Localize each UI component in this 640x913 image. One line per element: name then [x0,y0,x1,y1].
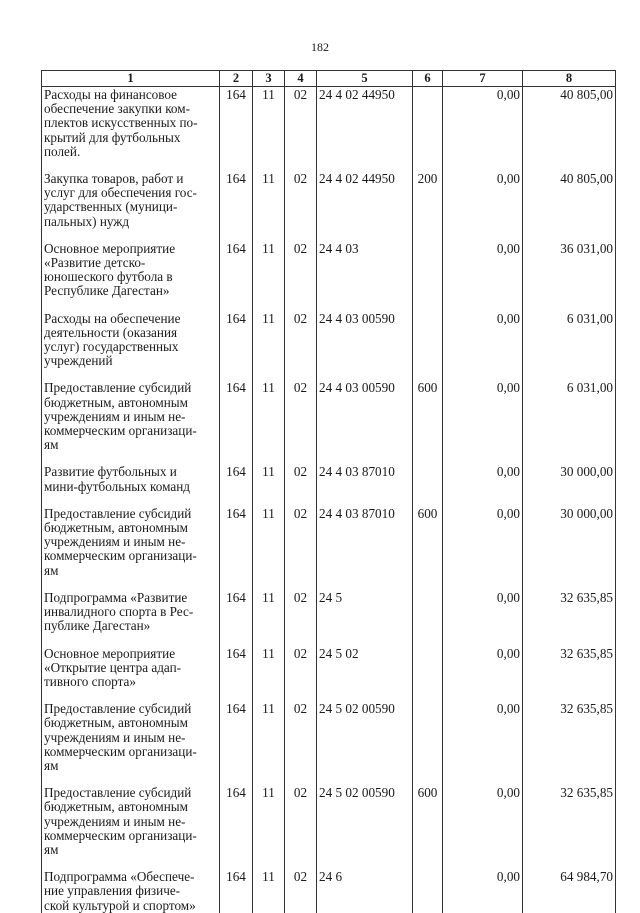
table-row [42,785,616,857]
spacer-cell [523,494,616,506]
row-spacer [42,299,616,311]
spacer-cell [317,229,413,241]
cell-item-name [42,311,220,369]
item-name-line: услуг для обеспечения гос- [44,185,197,201]
spacer-cell [253,773,285,785]
cell-amount-col7: 0,00 [443,311,523,369]
spacer-cell [220,452,253,464]
cell-amount-col8: 40 805,00 [523,87,616,160]
spacer-cell [317,494,413,506]
spacer-cell [285,494,317,506]
spacer-cell [443,634,523,646]
item-name-line: публике Дагестан» [44,618,151,634]
spacer-cell [285,773,317,785]
spacer-cell [443,773,523,785]
spacer-cell [253,299,285,311]
item-name-line: «Открытие центра адап- [44,659,182,675]
cell-amount-col8: 32 635,85 [523,590,616,634]
row-spacer [42,634,616,646]
cell-item-name [42,646,220,690]
cell-amount-col8: 30 000,00 [523,464,616,493]
cell-expense-type [413,590,443,634]
cell-amount-col7: 0,00 [443,464,523,493]
spacer-cell [220,578,253,590]
spacer-cell [443,229,523,241]
row-spacer [42,773,616,785]
table-body [42,87,616,913]
spacer-cell [523,634,616,646]
table-row [42,464,616,493]
cell-subsection: 02 [285,311,317,369]
spacer-cell [253,857,285,869]
item-name-line: ям [44,841,59,857]
spacer-cell [523,689,616,701]
cell-amount-col8: 32 635,85 [523,785,616,857]
cell-expense-type [413,87,443,160]
cell-amount-col7: 0,00 [443,171,523,229]
cell-section: 11 [253,646,285,690]
item-name-line: Расходы на обеспечение [44,310,181,326]
column-header: 8 [523,71,616,87]
cell-subsection: 02 [285,464,317,493]
spacer-cell [42,159,220,171]
item-name-line: ской культурой и спортом» [44,897,196,913]
spacer-cell [285,229,317,241]
spacer-cell [42,634,220,646]
cell-item-name [42,241,220,299]
spacer-cell [42,857,220,869]
item-name-line: бюджетным, автономным [44,799,188,815]
spacer-cell [220,299,253,311]
cell-subsection: 02 [285,869,317,913]
table-row [42,701,616,773]
spacer-cell [443,494,523,506]
item-name-line: Предоставление субсидий [44,785,192,801]
item-name-line: Предоставление субсидий [44,505,192,521]
cell-subsection: 02 [285,171,317,229]
spacer-cell [413,229,443,241]
spacer-cell [220,689,253,701]
cell-section: 11 [253,311,285,369]
spacer-cell [443,689,523,701]
cell-amount-col8: 32 635,85 [523,701,616,773]
cell-ministry-code: 164 [220,464,253,493]
cell-target-article: 24 5 02 00590 [317,785,413,857]
cell-expense-type: 600 [413,506,443,578]
cell-section: 11 [253,785,285,857]
cell-target-article: 24 4 03 87010 [317,464,413,493]
spacer-cell [285,452,317,464]
row-spacer [42,452,616,464]
cell-ministry-code: 164 [220,241,253,299]
cell-amount-col8: 30 000,00 [523,506,616,578]
cell-amount-col8: 6 031,00 [523,311,616,369]
cell-subsection: 02 [285,380,317,452]
spacer-cell [413,494,443,506]
item-name-line: Расходы на финансовое [44,87,178,102]
cell-target-article: 24 4 02 44950 [317,171,413,229]
spacer-cell [253,634,285,646]
item-name-line: учреждениям и иным не- [44,408,186,424]
item-name-line: ям [44,437,59,453]
spacer-cell [413,578,443,590]
spacer-cell [413,773,443,785]
spacer-cell [253,229,285,241]
spacer-cell [220,857,253,869]
cell-amount-col7: 0,00 [443,380,523,452]
spacer-cell [413,452,443,464]
cell-expense-type [413,464,443,493]
item-name-line: пальных) нужд [44,213,130,229]
item-name-line: тивного спорта» [44,673,136,689]
item-name-line: Подпрограмма «Обеспече- [44,869,195,885]
spacer-cell [523,159,616,171]
cell-section: 11 [253,701,285,773]
cell-ministry-code: 164 [220,506,253,578]
spacer-cell [253,494,285,506]
cell-section: 11 [253,590,285,634]
spacer-cell [413,159,443,171]
spacer-cell [285,857,317,869]
spacer-cell [253,368,285,380]
cell-item-name [42,590,220,634]
cell-expense-type [413,869,443,913]
spacer-cell [317,634,413,646]
cell-ministry-code: 164 [220,380,253,452]
column-header: 4 [285,71,317,87]
spacer-cell [443,452,523,464]
spacer-cell [220,368,253,380]
cell-target-article: 24 4 03 [317,241,413,299]
spacer-cell [285,578,317,590]
cell-target-article: 24 5 02 [317,646,413,690]
table-row [42,241,616,299]
item-name-line: мини-футбольных команд [44,478,190,494]
item-name-line: Предоставление субсидий [44,701,192,717]
cell-amount-col7: 0,00 [443,241,523,299]
cell-section: 11 [253,464,285,493]
cell-expense-type [413,241,443,299]
spacer-cell [253,578,285,590]
cell-item-name [42,869,220,913]
spacer-cell [523,299,616,311]
budget-table [41,70,616,913]
table-row [42,506,616,578]
cell-target-article: 24 4 02 44950 [317,87,413,160]
spacer-cell [317,368,413,380]
table-row [42,311,616,369]
table-row [42,869,616,913]
cell-item-name [42,506,220,578]
spacer-cell [317,689,413,701]
spacer-cell [413,299,443,311]
spacer-cell [523,578,616,590]
row-spacer [42,578,616,590]
cell-section: 11 [253,380,285,452]
spacer-cell [523,773,616,785]
cell-ministry-code: 164 [220,87,253,160]
page-number: 182 [311,40,329,54]
cell-section: 11 [253,171,285,229]
table-row [42,646,616,690]
cell-ministry-code: 164 [220,171,253,229]
spacer-cell [413,634,443,646]
cell-section: 11 [253,506,285,578]
item-name-line: ям [44,757,59,773]
cell-subsection: 02 [285,590,317,634]
cell-item-name [42,380,220,452]
spacer-cell [285,689,317,701]
cell-expense-type: 600 [413,785,443,857]
cell-target-article: 24 6 [317,869,413,913]
spacer-cell [220,229,253,241]
cell-subsection: 02 [285,701,317,773]
item-name-line: Предоставление субсидий [44,380,192,396]
spacer-cell [285,634,317,646]
spacer-cell [253,452,285,464]
spacer-cell [523,452,616,464]
spacer-cell [317,452,413,464]
cell-target-article: 24 5 [317,590,413,634]
cell-expense-type [413,311,443,369]
cell-amount-col7: 0,00 [443,646,523,690]
cell-ministry-code: 164 [220,646,253,690]
spacer-cell [317,773,413,785]
item-name-line: коммерческим организаци- [44,743,197,759]
spacer-cell [285,299,317,311]
cell-target-article: 24 4 03 87010 [317,506,413,578]
row-spacer [42,689,616,701]
cell-expense-type: 200 [413,171,443,229]
cell-ministry-code: 164 [220,590,253,634]
spacer-cell [413,857,443,869]
item-name-line: бюджетным, автономным [44,394,188,410]
item-name-line: бюджетным, автономным [44,520,188,536]
cell-amount-col7: 0,00 [443,87,523,160]
spacer-cell [443,578,523,590]
spacer-cell [42,229,220,241]
spacer-cell [220,159,253,171]
cell-ministry-code: 164 [220,701,253,773]
spacer-cell [523,857,616,869]
item-name-line: деятельности (оказания [44,324,178,340]
cell-section: 11 [253,869,285,913]
item-name-line: ударственных (муници- [44,199,178,215]
spacer-cell [523,229,616,241]
cell-item-name [42,464,220,493]
spacer-cell [253,689,285,701]
spacer-cell [443,299,523,311]
spacer-cell [317,159,413,171]
spacer-cell [42,773,220,785]
row-spacer [42,857,616,869]
spacer-cell [42,452,220,464]
cell-item-name [42,701,220,773]
spacer-cell [443,368,523,380]
item-name-line: коммерческим организаци- [44,827,197,843]
spacer-cell [220,634,253,646]
item-name-line: ям [44,562,59,578]
spacer-cell [42,578,220,590]
table-row [42,380,616,452]
item-name-line: Закупка товаров, работ и [44,171,184,187]
spacer-cell [42,368,220,380]
row-spacer [42,368,616,380]
cell-target-article: 24 4 03 00590 [317,311,413,369]
row-spacer [42,159,616,171]
item-name-line: учреждениям и иным не- [44,813,186,829]
cell-amount-col7: 0,00 [443,785,523,857]
table-row [42,87,616,160]
spacer-cell [285,368,317,380]
item-name-line: учреждениям и иным не- [44,729,186,745]
spacer-cell [220,494,253,506]
spacer-cell [220,773,253,785]
item-name-line: Основное мероприятие [44,645,176,661]
item-name-line: Развитие футбольных и [44,464,177,480]
spacer-cell [317,299,413,311]
cell-amount-col8: 36 031,00 [523,241,616,299]
spacer-cell [523,368,616,380]
cell-item-name [42,171,220,229]
spacer-cell [443,159,523,171]
cell-expense-type: 600 [413,380,443,452]
column-header: 7 [443,71,523,87]
table-row [42,171,616,229]
item-name-line: услуг) государственных [44,339,179,355]
spacer-cell [317,857,413,869]
column-header: 5 [317,71,413,87]
cell-item-name [42,785,220,857]
item-name-line: юношеского футбола в [44,269,173,285]
item-name-line: Подпрограмма «Развитие [44,589,188,605]
column-header: 2 [220,71,253,87]
cell-amount-col7: 0,00 [443,701,523,773]
cell-ministry-code: 164 [220,785,253,857]
item-name-line: «Развитие детско- [44,255,146,271]
item-name-line: учреждений [44,353,113,369]
spacer-cell [42,299,220,311]
cell-expense-type [413,701,443,773]
cell-ministry-code: 164 [220,311,253,369]
item-name-line: ние управления физиче- [44,883,181,899]
spacer-cell [443,857,523,869]
item-name-line: Республике Дагестан» [44,283,170,299]
cell-subsection: 02 [285,646,317,690]
cell-section: 11 [253,87,285,160]
spacer-cell [253,159,285,171]
spacer-cell [413,689,443,701]
cell-amount-col8: 64 984,70 [523,869,616,913]
row-spacer [42,229,616,241]
cell-section: 11 [253,241,285,299]
cell-amount-col7: 0,00 [443,590,523,634]
header-row [42,71,616,87]
spacer-cell [413,368,443,380]
cell-amount-col8: 6 031,00 [523,380,616,452]
cell-amount-col7: 0,00 [443,869,523,913]
cell-amount-col8: 40 805,00 [523,171,616,229]
cell-subsection: 02 [285,785,317,857]
spacer-cell [42,494,220,506]
row-spacer [42,494,616,506]
cell-amount-col7: 0,00 [443,506,523,578]
cell-subsection: 02 [285,87,317,160]
item-name-line: полей. [44,143,81,159]
column-header: 6 [413,71,443,87]
cell-ministry-code: 164 [220,869,253,913]
item-name-line: коммерческим организаци- [44,423,197,439]
cell-target-article: 24 5 02 00590 [317,701,413,773]
cell-target-article: 24 4 03 00590 [317,380,413,452]
item-name-line: Основное мероприятие [44,240,176,256]
item-name-line: крытий для футбольных [44,129,181,145]
spacer-cell [42,689,220,701]
spacer-cell [285,159,317,171]
column-header: 3 [253,71,285,87]
cell-subsection: 02 [285,506,317,578]
column-header: 1 [42,71,220,87]
item-name-line: коммерческим организаци- [44,548,197,564]
item-name-line: инвалидного спорта в Рес- [44,604,194,620]
spacer-cell [317,578,413,590]
item-name-line: учреждениям и иным не- [44,534,186,550]
item-name-line: обеспечение закупки ком- [44,101,191,117]
table-row [42,590,616,634]
cell-expense-type [413,646,443,690]
item-name-line: бюджетным, автономным [44,715,188,731]
cell-item-name [42,87,220,160]
cell-amount-col8: 32 635,85 [523,646,616,690]
item-name-line: плектов искусственных по- [44,115,198,131]
cell-subsection: 02 [285,241,317,299]
